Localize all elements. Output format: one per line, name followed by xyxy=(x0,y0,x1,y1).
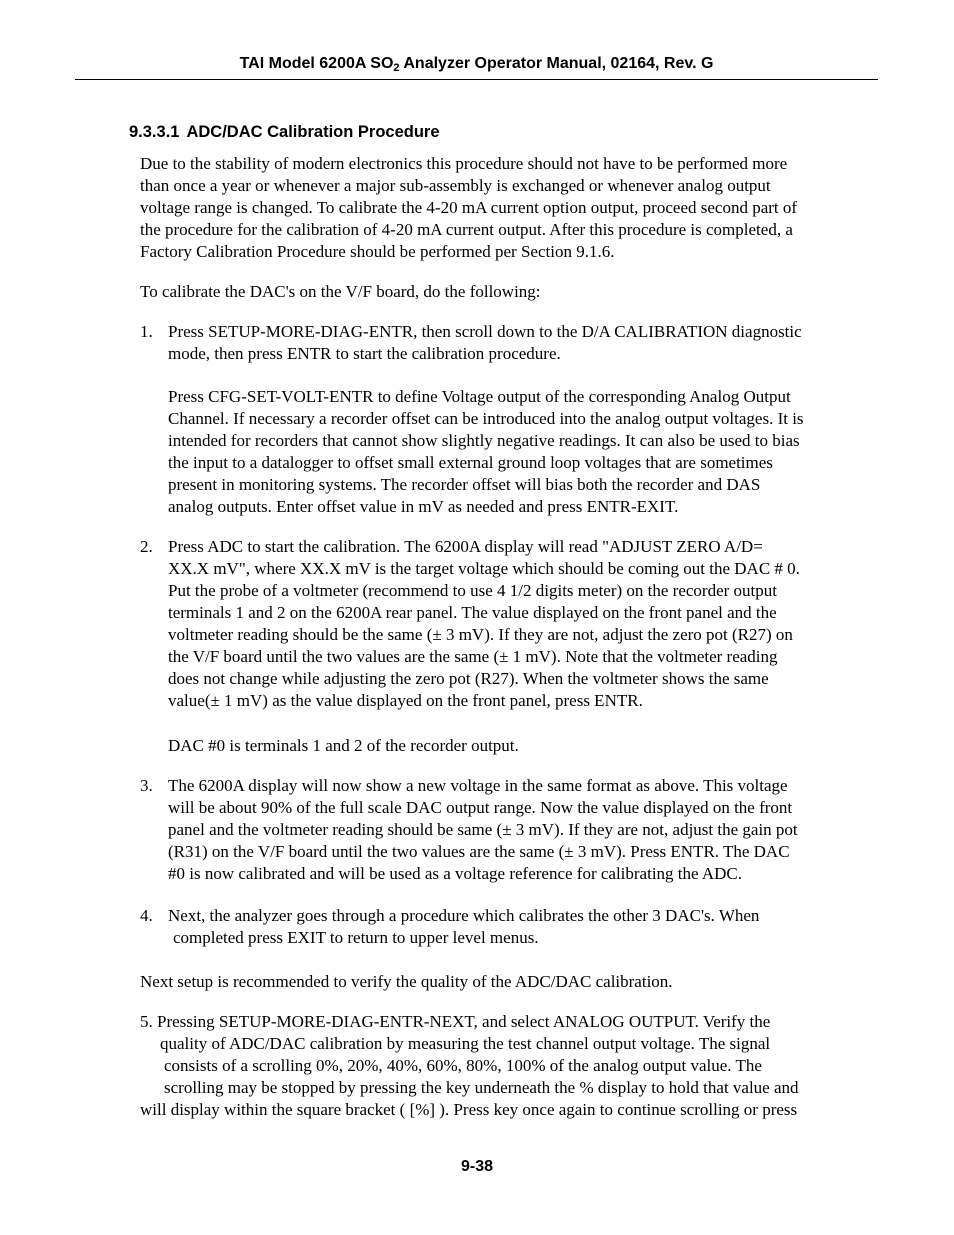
intro-line: Due to the stability of modern electronics this procedure should not have to be performed more xyxy=(140,154,788,173)
step-line: Put the probe of a voltmeter (recommend to use 4 1/2 digits meter) on the recorder output xyxy=(168,581,777,600)
step-line: the input to a datalogger to offset small external ground loop voltages that are sometimes xyxy=(168,453,773,472)
intro-line: than once a year or whenever a major sub-assembly is exchanged or whenever analog output xyxy=(140,176,771,195)
step-line: quality of ADC/DAC calibration by measuring the test channel output voltage. The signal xyxy=(160,1034,771,1053)
step-4-number: 4. xyxy=(140,906,153,925)
step-line: terminals 1 and 2 on the 6200A rear panel. The value displayed on the front panel and the xyxy=(168,603,777,622)
intro-line: the procedure for the calibration of 4-20 mA current output. After this procedure is completed, a xyxy=(140,220,793,239)
step-4-text xyxy=(168,905,878,949)
step-line: Press ADC to start the calibration. The 6200A display will read "ADJUST ZERO A/D= xyxy=(168,537,763,556)
step-line: 5. Pressing SETUP-MORE-DIAG-ENTR-NEXT, and select ANALOG OUTPUT. Verify the xyxy=(140,1012,771,1031)
step-line: value(± 1 mV) as the value displayed on the front panel, press ENTR. xyxy=(168,691,643,710)
step-line: intended for recorders that cannot show slightly negative readings. It can also be used to bias xyxy=(168,431,800,450)
step-line: present in monitoring systems. The recorder offset will bias both the recorder and DAS xyxy=(168,475,761,494)
intro-paragraph xyxy=(140,153,875,263)
step-5-text xyxy=(140,1011,875,1121)
step-3-number: 3. xyxy=(140,776,153,795)
step-line: Press SETUP-MORE-DIAG-ENTR, then scroll down to the D/A CALIBRATION diagnostic xyxy=(168,322,802,341)
verify-intro: Next setup is recommended to verify the quality of the ADC/DAC calibration. xyxy=(140,972,673,991)
step-line: #0 is now calibrated and will be used as a voltage reference for calibrating the ADC. xyxy=(168,864,743,883)
page-number: 9-38 xyxy=(460,1158,494,1175)
step-2-number: 2. xyxy=(140,537,153,556)
step-line: consists of a scrolling 0%, 20%, 40%, 60%, 80%, 100% of the analog output value. The xyxy=(164,1056,762,1075)
step-line: the V/F board until the two values are the same (± 1 mV). Note that the voltmeter reading xyxy=(168,647,778,666)
header-rule xyxy=(75,79,878,80)
step-1-text xyxy=(168,321,878,365)
intro-line: voltage range is changed. To calibrate the 4-20 mA current option output, proceed second part of xyxy=(140,198,798,217)
lead-paragraph: To calibrate the DAC's on the V/F board, do the following: xyxy=(140,282,541,301)
intro-line: Factory Calibration Procedure should be performed per Section 9.1.6. xyxy=(140,242,615,261)
header-title-rest: Analyzer Operator Manual, 02164, Rev. G xyxy=(399,55,714,72)
step-line: mode, then press ENTR to start the calibration procedure. xyxy=(168,344,561,363)
step-line: (R31) on the V/F board until the two values are the same (± 3 mV). Press ENTR. The DAC xyxy=(168,842,790,861)
step-1-number: 1. xyxy=(140,322,153,341)
step-line: Channel. If necessary a recorder offset can be introduced into the analog output voltages. It is xyxy=(168,409,804,428)
step-line: will be about 90% of the full scale DAC output range. Now the value displayed on the front xyxy=(168,798,793,817)
step-line: panel and the voltmeter reading should be same (± 3 mV). If they are not, adjust the gain pot xyxy=(168,820,798,839)
page-header xyxy=(75,55,878,73)
step-line: does not change while adjusting the zero pot (R27). When the voltmeter shows the same xyxy=(168,669,769,688)
step-line: Next, the analyzer goes through a procedure which calibrates the other 3 DAC's. When xyxy=(168,906,760,925)
step-line: scrolling may be stopped by pressing the key underneath the % display to hold that value and xyxy=(164,1078,799,1097)
step-line: XX.X mV", where XX.X mV is the target voltage which should be coming out the DAC # 0. xyxy=(168,559,800,578)
step-2-note xyxy=(168,735,878,757)
step-3-text xyxy=(168,775,878,885)
step-line: voltmeter reading should be the same (± 3 mV). If they are not, adjust the zero pot (R27) on xyxy=(168,625,793,644)
step-1-note xyxy=(168,386,878,518)
step-line: completed press EXIT to return to upper level menus. xyxy=(173,928,539,947)
section-number: 9.3.3.1 xyxy=(129,123,180,141)
step-line: DAC #0 is terminals 1 and 2 of the recorder output. xyxy=(168,736,519,755)
header-title-subscript: 2 xyxy=(393,62,400,74)
section-title: ADC/DAC Calibration Procedure xyxy=(186,123,440,141)
step-line: analog outputs. Enter offset value in mV as needed and press ENTR-EXIT. xyxy=(168,497,679,516)
section-heading xyxy=(129,123,440,142)
header-title-main: TAI Model 6200A SO xyxy=(239,55,394,72)
step-line: The 6200A display will now show a new voltage in the same format as above. This voltage xyxy=(168,776,788,795)
step-line: will display within the square bracket ( [%] ). Press key once again to continue scrolling or press xyxy=(140,1100,798,1119)
step-2-text xyxy=(168,536,878,712)
step-line: Press CFG-SET-VOLT-ENTR to define Voltage output of the corresponding Analog Output xyxy=(168,387,791,406)
